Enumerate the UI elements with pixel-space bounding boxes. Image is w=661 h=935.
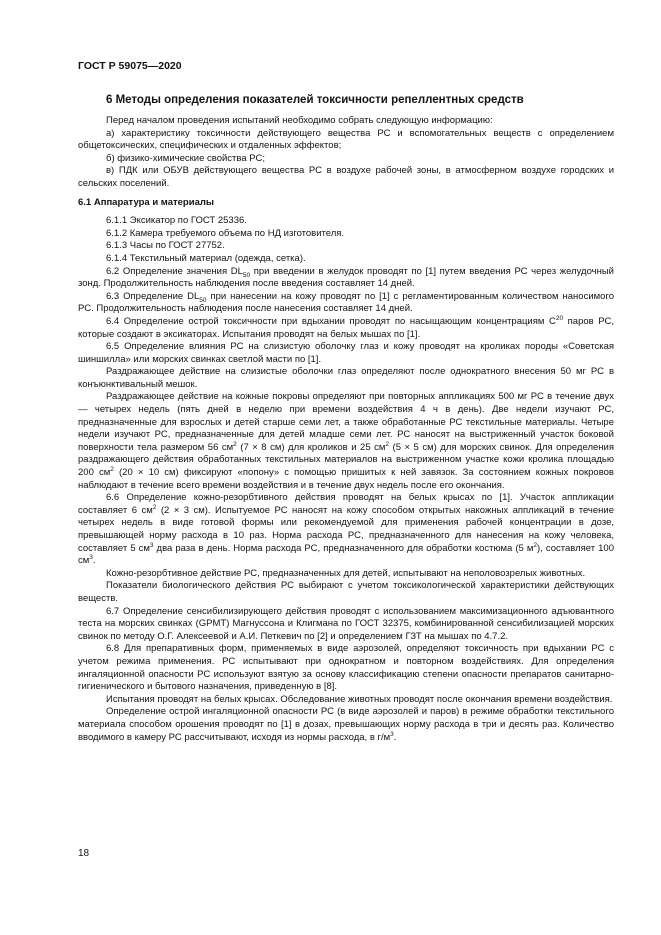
paragraph-resorptive: Кожно-резорбтивное действие РС, предназначенных для детей, испытывают на неполовозрелых животных. <box>106 567 586 579</box>
paragraph-biological: Показатели биологического действия РС выбирают с учетом токсикологической характеристики действующих веществ. <box>78 580 614 604</box>
section-title: 6 Методы определения показателей токсичности репеллентных средств <box>106 94 524 106</box>
paragraph-inhalation: Определение острой ингаляционной опасности РС (в виде аэрозолей и паров) в режиме обработки текстильного материала способом орошения проводят по [1] в дозах, превышающих норму расхода в три и десять раз. Количество вводимого в камеру РС рассчитывают, исходя из нормы расхода, в $г/м^3$. <box>78 706 614 743</box>
intro-item-a: а) характеристику токсичности действующего вещества РС и вспомогательных веществ с определением общетоксических, специфических и отдаленных эффектов; <box>78 127 614 152</box>
intro-item-c: в) ПДК или ОБУВ действующего вещества РС в воздухе рабочей зоны, в атмосферном воздухе городских и сельских поселений. <box>78 165 614 189</box>
page-number: 18 <box>78 848 90 859</box>
paragraph-6-4: 6.4 Определение острой токсичности при вдыхании проводят по насыщающим концентрациям $C^{20}$ паров РС, которые создают в эксикаторах. Испытания проводят на белых мышах по [1]. <box>78 314 614 340</box>
equipment-item: 6.1.3 Часы по ГОСТ 27752. <box>106 240 225 252</box>
paragraph-6-5: 6.5 Определение влияния РС на слизистую оболочку глаз и кожу проводят на кроликах породы «Советская шиншилла» или морских свинках светлой масти по [1]. <box>78 341 614 365</box>
paragraph-skin-irritation: Раздражающее действие на кожные покровы определяют при повторных аппликациях 500 мг РС в течение двух — четырех недель (пять дней в неделю при времени воздействия 4 ч в день). Две недели изучают РС, предназначенные для взрослых и детей старше семи лет, а также обработанные РС текстильные материалы. Четыре недели изучают РС, предназначенные для детей младше семи лет. РС наносят на выстриженный участок боковой поверхности тела размером 56 $см^2$ (7 × 8 см) для кроликов и 25 $см^2$ (5 × 5 см) для морских свинок. Для определения раздражающего действия обработанных текстильных материалов на выстриженном участке кожи кролика площадью 200 $см^2$ (20 × 10 см) фиксируют «попону» с помощью пришитых к ней завязок. За состоянием кожных покровов наблюдают в течение всего времени воздействия и в течение двух недель после его окончания. <box>78 391 614 491</box>
paragraph-6-3: 6.3 Определение $DL_{50}$ при нанесении на кожу проводят по [1] с регламентированным количеством наносимого РС. Продолжительность наблюдения после нанесения составляет 14 дней. <box>78 290 614 315</box>
equipment-item: 6.1.4 Текстильный материал (одежда, сетка). <box>106 252 306 264</box>
paragraph-6-8: 6.8 Для препаративных форм, применяемых в виде аэрозолей, определяют токсичность при вдыхании РС с учетом режима применения. РС испытывают при однократном и повторном воздействиях. Для определения ингаляционной опасности РС используют взятую за основу классификацию степени опасности препаратов санитарно-гигиенического и бытового назначения, приведенную в [8]. <box>78 643 614 693</box>
paragraph-6-2: 6.2 Определение значения $DL_{50}$ при введении в желудок проводят по [1] путем введения РС через желудочный зонд. Продолжительность наблюдения после введения составляет 14 дней. <box>78 265 614 290</box>
paragraph-6-6: 6.6 Определение кожно-резорбтивного действия проводят на белых крысах по [1]. Участок аппликации составляет 6 $см^2$ (2 × 3 см). Испытуемое РС наносят на кожу способом открытых накожных аппликаций в течение четырех недель в виде готовой формы или рекомендуемой для применения рабочей концентрации в дозе, превышающей норму расхода в 10 раз. Норма расхода РС, предназначенного для нанесения на кожу человека, составляет 5 $см^3$ два раза в день. Норма расхода РС, предназначенного для обработки костюма (5 $м^2$), составляет 100 $см^3$. <box>78 492 614 567</box>
standard-header: ГОСТ Р 59075—2020 <box>78 60 182 72</box>
subsection-title: 6.1 Аппаратура и материалы <box>78 196 215 208</box>
page-content <box>78 93 614 744</box>
paragraph-rats: Испытания проводят на белых крысах. Обследование животных проводят после окончания времени воздействия. <box>106 693 613 705</box>
equipment-item: 6.1.1 Эксикатор по ГОСТ 25336. <box>106 215 247 227</box>
intro-item-b: б) физико-химические свойства РС; <box>106 152 265 164</box>
equipment-item: 6.1.2 Камера требуемого объема по НД изготовителя. <box>106 227 345 239</box>
paragraph-6-7: 6.7 Определение сенсибилизирующего действия проводят с использованием максимизационного адъювантного теста на морских свинках (GPMT) Магнуссона и Клигмана по ГОСТ 32375, комбинированной сенсибилизацией морских свинок по методу О.Г. Алексеевой и А.И. Петкевич по [2] и определением ГЗТ на мышах по 4.7.2. <box>78 605 614 642</box>
intro-paragraph: Перед началом проведения испытаний необходимо собрать следующую информацию: <box>106 115 493 126</box>
paragraph-mucous: Раздражающее действие на слизистые оболочки глаз определяют после однократного внесения 50 мг РС в конъюнктивальный мешок. <box>78 366 614 390</box>
